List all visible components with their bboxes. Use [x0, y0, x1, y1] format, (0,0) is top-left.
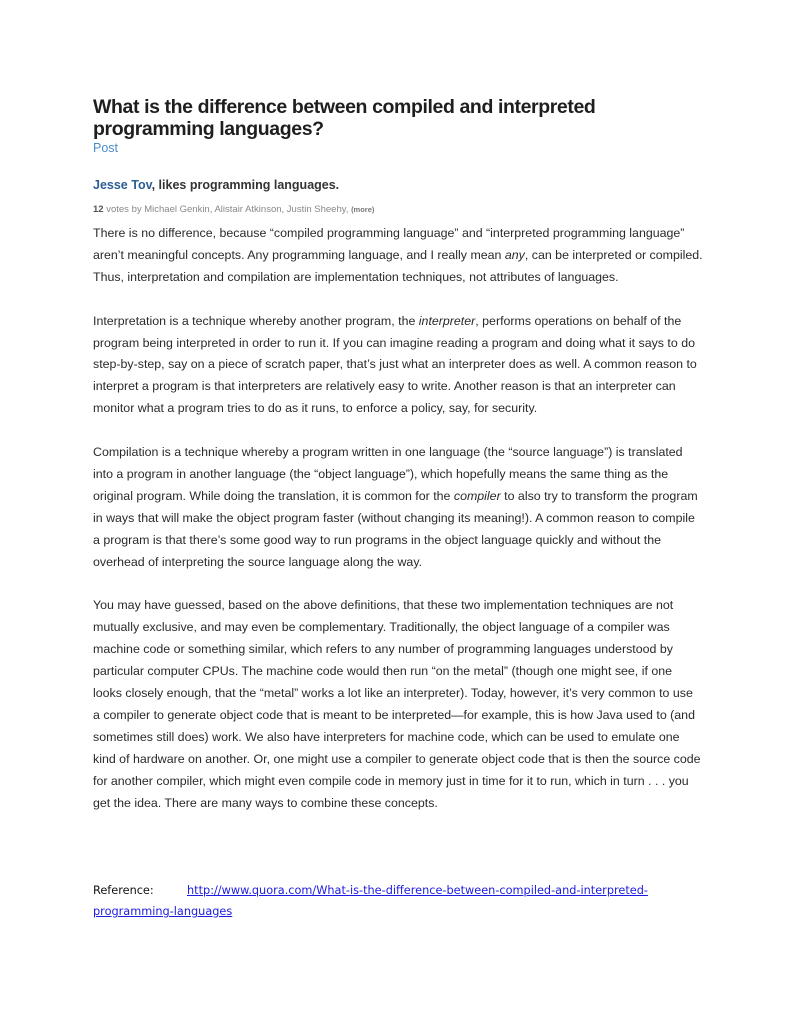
answer-paragraph-2-emphasis: interpreter — [418, 313, 476, 328]
post-type-label: Post — [93, 141, 119, 155]
answer-paragraph-4: You may have guessed, based on the above definitions, that these two implementation techniques are not mutually exclusive, and may even be complementary. Traditionally, the object language of a compiler was machine code or something similar, which refers to any number of programming languages understood by particular computer CPUs. The machine code would then run “on the metal” (though one might see, if one looks closely enough, that the “metal” works a lot like an interpreter). Today, however, it’s very common to use a compiler to generate object code that is meant to be interpreted—for example, this is how Java used to (and sometimes still does) work. We also have interpreters for machine code, which can be used to emulate one kind of hardware on another. Or, one might use a compiler to generate object code that is then the source code for another compiler, which might even compile code in memory just in time for it to run, which in turn . . . you get the idea. There are many ways to combine these concepts. — [93, 598, 701, 810]
answer-paragraph-2 — [93, 311, 703, 421]
answer-paragraph-3 — [93, 442, 703, 573]
votes-line — [93, 204, 374, 215]
reference-link[interactable]: http://www.quora.com/What-is-the-difference-between-compiled-and-interpreted-programming-languages — [93, 884, 648, 918]
author-credential: , likes programming languages. — [151, 178, 340, 192]
answer-paragraph-1-emphasis: any — [504, 247, 525, 262]
answer-paragraph-3-emphasis: compiler — [453, 488, 501, 503]
answer-body — [93, 223, 703, 836]
reference-label: Reference: — [93, 884, 154, 897]
more-voters-link[interactable]: (more) — [351, 205, 375, 214]
answer-paragraph-3-text-a: Compilation is a technique whereby a program written in one language (the “source language”) is translated into a program in another language (the “object language”), which hopefully means the same thing as the original program. While doing the translation, it is common for the — [93, 445, 683, 503]
voters-text: votes by Michael Genkin, Alistair Atkinson, Justin Sheehy, — [103, 204, 352, 215]
author-name-link[interactable]: Jesse Tov — [93, 178, 152, 192]
answer-paragraph-2-text-a: Interpretation is a technique whereby another program, the — [93, 313, 419, 328]
answer-paragraph-1-text-b: , can be interpreted or compiled. Thus, interpretation and compilation are implementation techniques, not attributes of languages. — [93, 247, 703, 284]
answer-paragraph-1 — [93, 223, 703, 289]
answer-paragraph-3-text-b: to also try to transform the program in ways that will make the object program faster (without changing its meaning!). A common reason to compile a program is that there’s some good way to run programs in the object language quickly and without the overhead of interpreting the source language along the way. — [93, 488, 698, 569]
question-title: What is the difference between compiled and interpreted programming languages? — [93, 96, 596, 140]
answer-paragraph-2-text-b: , performs operations on behalf of the program being interpreted in order to run it. If you can imagine reading a program and doing what it says to do step-by-step, say on a piece of scratch paper, that’s just what an interpreter does as well. A common reason to interpret a program is that interpreters are relatively easy to write. Another reason is that an interpreter can monitor what a program tries to do as it runs, to enforce a policy, say, for security. — [93, 313, 697, 416]
author-line — [93, 178, 339, 192]
vote-count: 12 — [93, 204, 104, 215]
reference-line — [93, 880, 713, 922]
answer-paragraph-1-text-a: There is no difference, because “compiled programming language” and “interpreted programming language” aren’t meaningful concepts. Any programming language, and I really mean — [93, 226, 685, 262]
